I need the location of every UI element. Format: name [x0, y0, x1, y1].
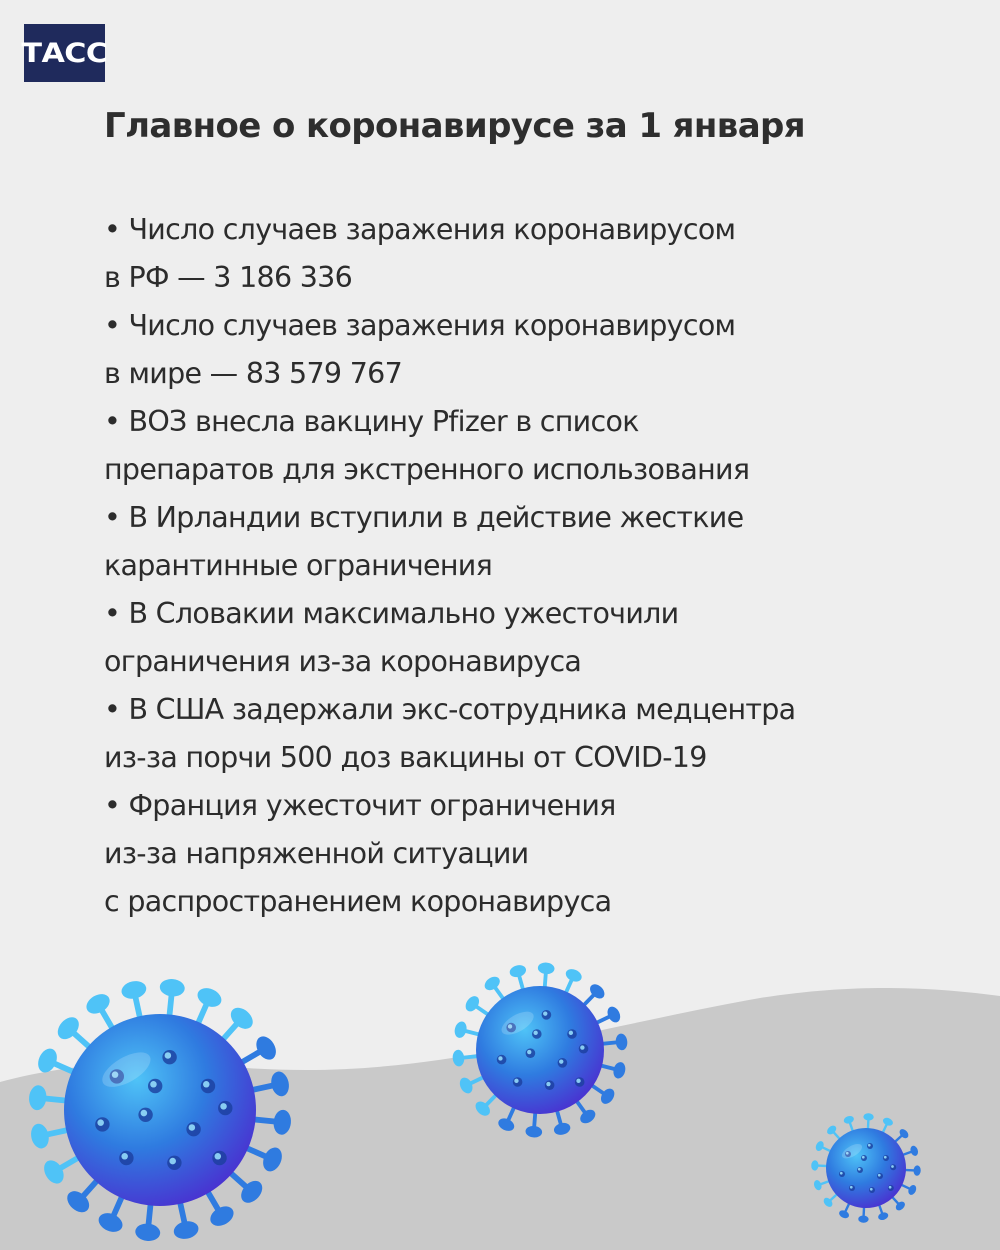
- news-item-line: • Франция ужесточит ограничения: [104, 789, 616, 822]
- news-item-line: • В Словакии максимально ужесточили: [104, 597, 679, 630]
- coronavirus-icon: [452, 962, 628, 1138]
- news-item-line: препаратов для экстренного использования: [104, 453, 750, 486]
- news-item: [104, 302, 984, 398]
- news-item-line: • Число случаев заражения коронавирусом: [104, 213, 736, 246]
- news-item-line: из-за порчи 500 доз вакцины от COVID-19: [104, 741, 707, 774]
- news-item: [104, 206, 984, 302]
- news-item-line: • ВОЗ внесла вакцину Pfizer в список: [104, 405, 639, 438]
- news-item: [104, 782, 984, 926]
- page-title: Главное о коронавирусе за 1 января: [104, 106, 806, 146]
- news-item: [104, 494, 984, 590]
- news-item-line: в РФ — 3 186 336: [104, 261, 353, 294]
- coronavirus-icon: [811, 1113, 921, 1223]
- news-item-line: ограничения из-за коронавируса: [104, 645, 582, 678]
- tass-logo: [21, 24, 108, 82]
- news-item: [104, 686, 984, 782]
- news-item: [104, 398, 984, 494]
- news-item-line: • В США задержали экс-сотрудника медцентра: [104, 693, 796, 726]
- news-item: [104, 590, 984, 686]
- news-item-line: в мире — 83 579 767: [104, 357, 403, 390]
- coronavirus-icon: [28, 978, 292, 1242]
- news-item-line: из-за напряженной ситуации: [104, 837, 529, 870]
- news-item-line: • Число случаев заражения коронавирусом: [104, 309, 736, 342]
- news-item-line: карантинные ограничения: [104, 549, 493, 582]
- news-item-line: с распространением коронавируса: [104, 885, 612, 918]
- news-list: [104, 206, 984, 926]
- news-item-line: • В Ирландии вступили в действие жесткие: [104, 501, 744, 534]
- background-wave: [0, 988, 1000, 1250]
- logo-text: ТАСС: [21, 37, 108, 69]
